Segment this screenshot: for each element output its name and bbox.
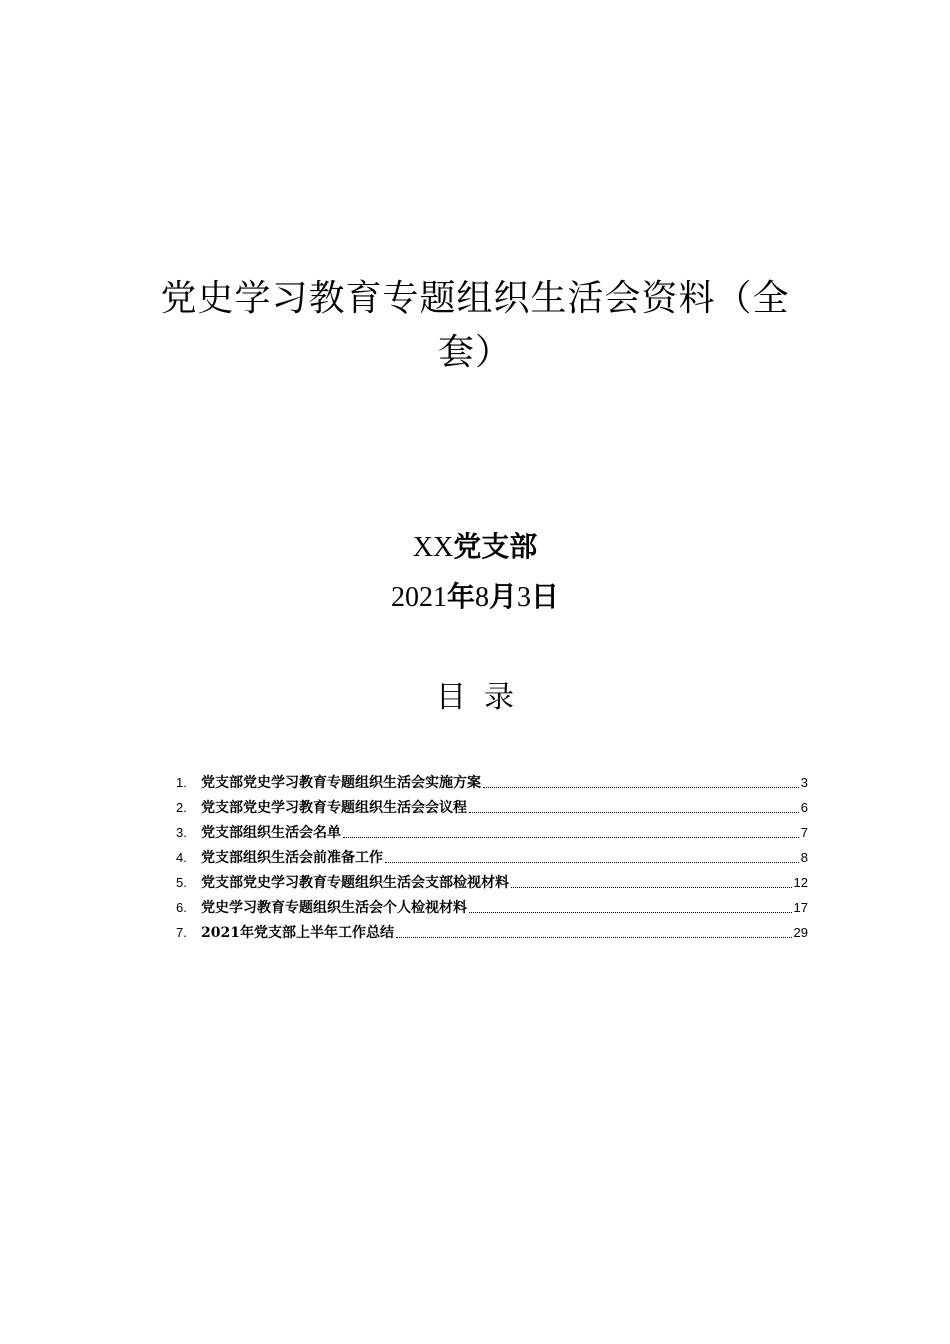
toc-entry-page: 3 [800, 775, 808, 790]
toc-entry[interactable] [172, 920, 808, 945]
toc-entry-page: 7 [800, 825, 808, 840]
toc-dot-leader [483, 787, 799, 788]
toc-entry-number: 5. [176, 875, 187, 890]
toc-entry-page: 29 [793, 925, 808, 940]
toc-entry-title: 2021年党支部上半年工作总结 [201, 925, 394, 941]
date-year-unit: 年 [446, 580, 475, 613]
table-of-contents [172, 770, 808, 945]
toc-entry-number: 4. [176, 850, 187, 865]
toc-dot-leader [343, 837, 799, 838]
toc-entry-page: 17 [793, 900, 808, 915]
toc-entry-number: 6. [176, 900, 187, 915]
toc-entry-number: 3. [176, 825, 187, 840]
toc-entry[interactable] [172, 845, 808, 870]
toc-entry-page: 6 [800, 800, 808, 815]
date-day: 3 [517, 582, 531, 613]
date-month: 8 [474, 582, 489, 613]
toc-entry[interactable] [172, 870, 808, 895]
date-year: 2021 [390, 582, 447, 613]
document-title: 党史学习教育专题组织生活会资料（全套） [160, 278, 790, 373]
organization-prefix: XX [412, 532, 454, 563]
toc-entry-title: 党支部组织生活会前准备工作 [201, 850, 383, 866]
toc-entry-page: 12 [793, 875, 808, 890]
toc-entry[interactable] [172, 895, 808, 920]
toc-entry-title: 党支部党史学习教育专题组织生活会实施方案 [201, 775, 481, 791]
date-month-unit: 月 [488, 580, 517, 613]
toc-entry-title: 党支部党史学习教育专题组织生活会支部检视材料 [201, 875, 509, 891]
organization-line [0, 527, 950, 568]
toc-entry[interactable] [172, 770, 808, 795]
toc-entry[interactable] [172, 820, 808, 845]
toc-entry-number: 7. [176, 925, 187, 940]
toc-entry-title: 党支部党史学习教育专题组织生活会会议程 [201, 800, 467, 816]
toc-dot-leader [385, 862, 799, 863]
toc-dot-leader [469, 812, 799, 813]
document-date [0, 577, 950, 618]
toc-dot-leader [396, 937, 792, 938]
toc-heading: 目录 [436, 680, 532, 715]
toc-entry-title: 党史学习教育专题组织生活会个人检视材料 [201, 900, 467, 916]
toc-entry-number: 1. [176, 775, 187, 790]
date-day-unit: 日 [531, 580, 560, 613]
toc-dot-leader [511, 887, 792, 888]
toc-entry-number: 2. [176, 800, 187, 815]
toc-entry[interactable] [172, 795, 808, 820]
organization-name: 党支部 [453, 530, 538, 563]
toc-entry-page: 8 [800, 850, 808, 865]
toc-entry-title: 党支部组织生活会名单 [201, 825, 341, 841]
toc-dot-leader [469, 912, 792, 913]
